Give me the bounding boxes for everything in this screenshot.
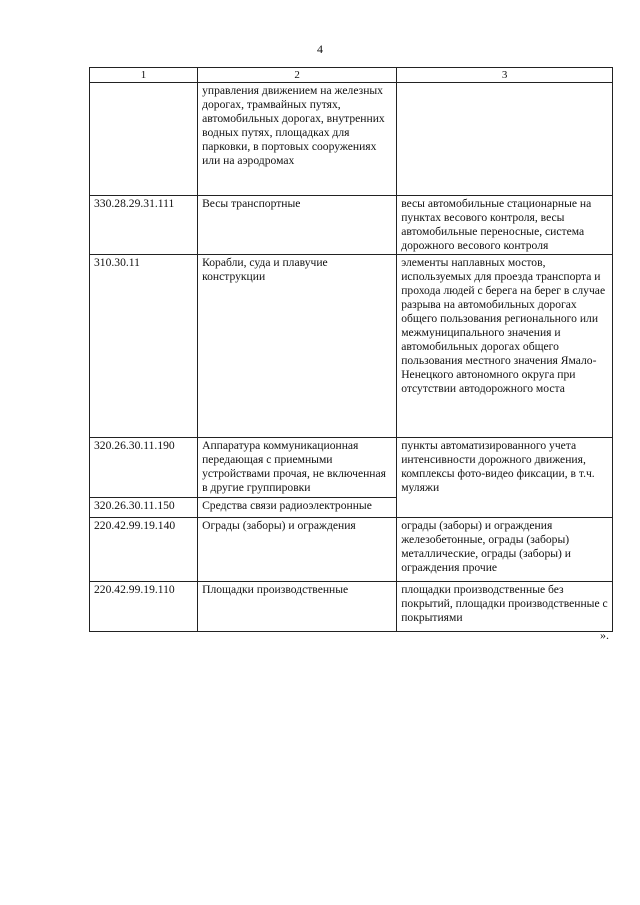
table-row [90,255,613,438]
description-cell: ограды (заборы) и ограждения железобетонные, ограды (заборы) металлические, ограды (заборы) и ограждения прочие [397,518,613,582]
page-number: 4 [317,42,323,56]
name-cell: Весы транспортные [198,196,397,255]
code-cell: 330.28.29.31.111 [90,196,198,255]
code-cell: 320.26.30.11.150 [90,498,198,518]
code-cell: 220.42.99.19.110 [90,582,198,632]
header-col-3: 3 [397,68,613,83]
name-cell: Аппаратура коммуникационная передающая с приемными устройствами прочая, не включенная в другие группировки [198,438,397,498]
table-row [90,518,613,582]
closing-quote-mark: ». [600,628,609,642]
classification-table [89,67,613,632]
table-row [90,438,613,498]
name-cell: Ограды (заборы) и ограждения [198,518,397,582]
header-col-1: 1 [90,68,198,83]
code-cell [90,83,198,196]
description-cell: весы автомобильные стационарные на пунктах весового контроля, весы автомобильные переносные, система дорожного весового контроля [397,196,613,255]
code-cell: 220.42.99.19.140 [90,518,198,582]
description-cell: пункты автоматизированного учета интенсивности дорожного движения, комплексы фото-видео фиксации, в т.ч. муляжи [397,438,613,518]
header-col-2: 2 [198,68,397,83]
description-cell: элементы наплавных мостов, используемых для проезда транспорта и прохода людей с берега на берег в случае разрыва на автомобильных дорогах общего пользования регионального или межмуниципального значения и автомобильных дорогах общего пользования местного значения Ямало-Ненецкого автономного округа при отсутствии автодорожного моста [397,255,613,438]
name-cell: Корабли, суда и плавучие конструкции [198,255,397,438]
code-cell: 310.30.11 [90,255,198,438]
description-cell [397,83,613,196]
table-header-row [90,68,613,83]
description-cell: площадки производственные без покрытий, площадки производственные с покрытиями [397,582,613,632]
name-cell: управления движением на железных дорогах, трамвайных путях, автомобильных дорогах, внутренних водных путях, площадках для парковки, в портовых сооружениях или на аэродромах [198,83,397,196]
code-cell: 320.26.30.11.190 [90,438,198,498]
table-row [90,582,613,632]
name-cell: Площадки производственные [198,582,397,632]
table-row [90,83,613,196]
table-row [90,196,613,255]
name-cell: Средства связи радиоэлектронные [198,498,397,518]
